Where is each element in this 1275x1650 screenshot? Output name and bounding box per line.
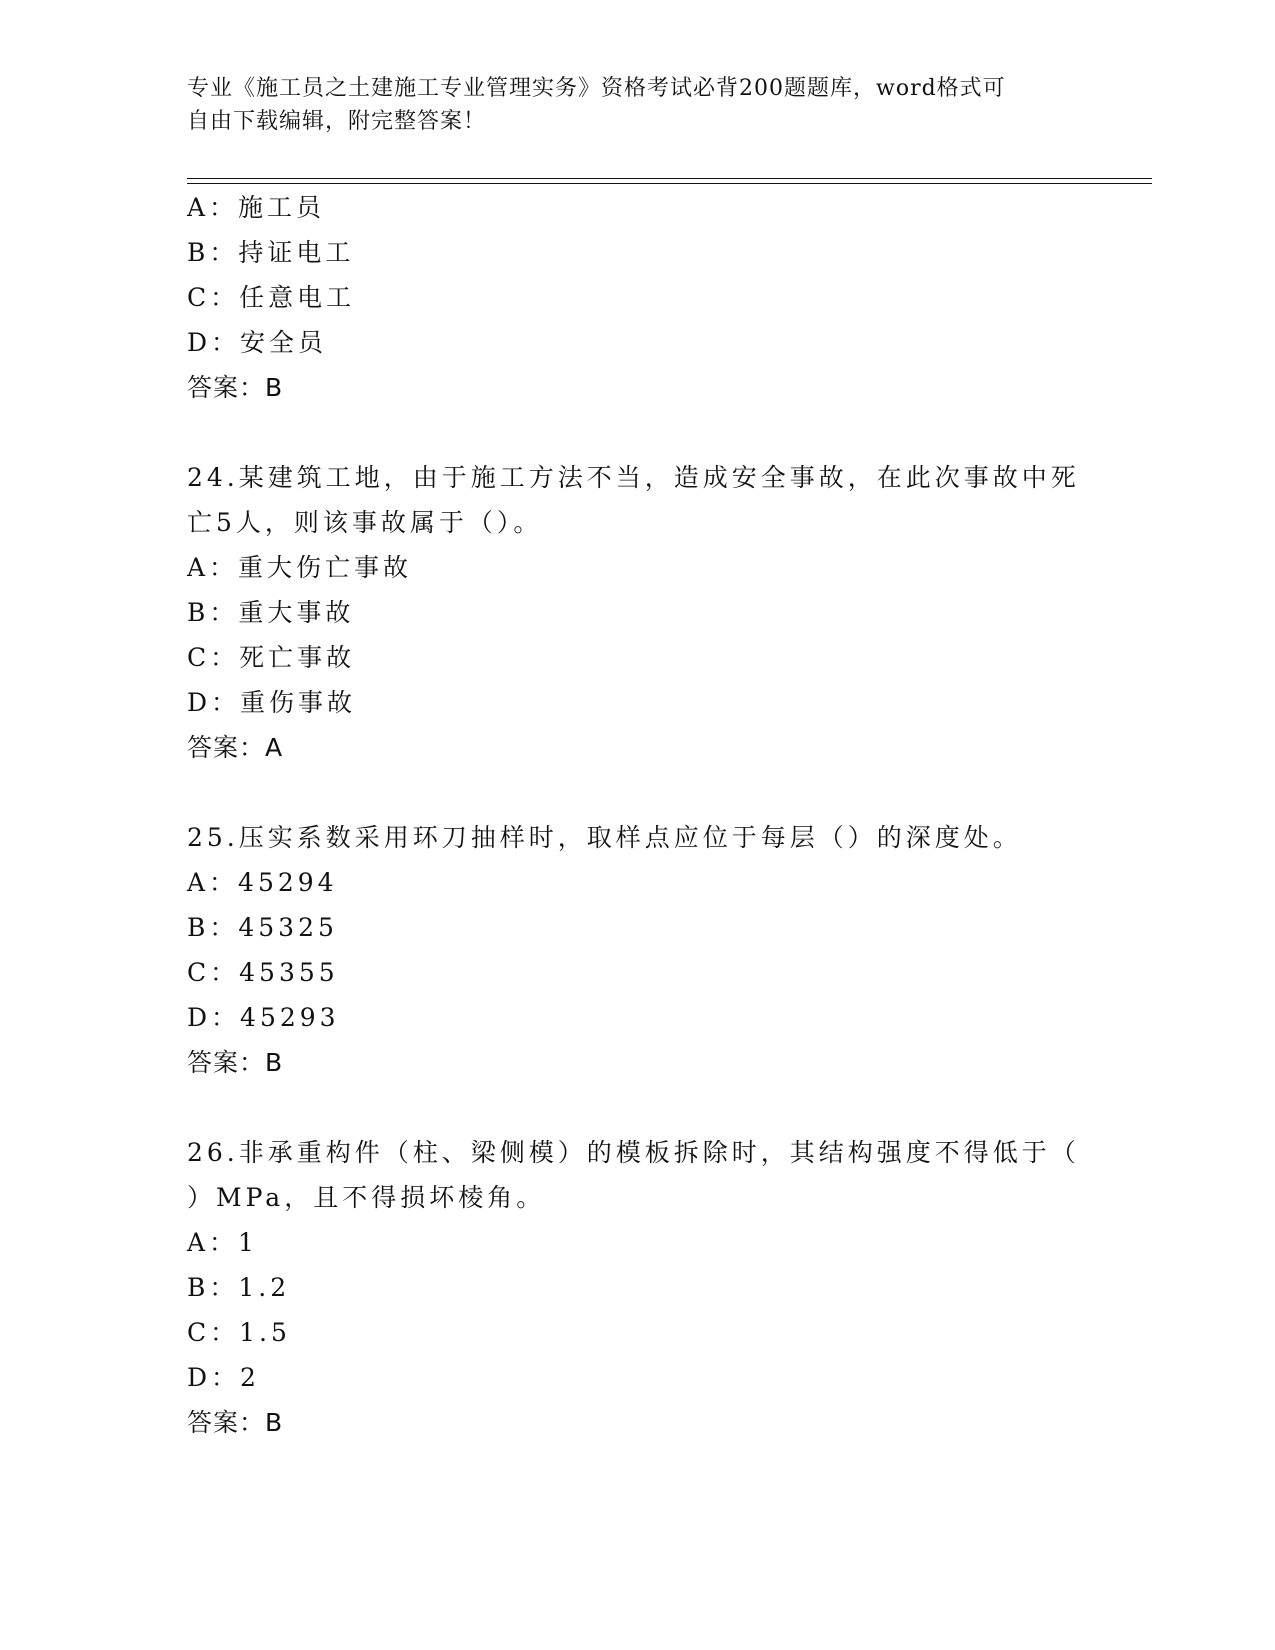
q24-stem-line-2: 亡5人，则该事故属于（）。: [187, 508, 543, 537]
q24-option-a: A：重大伤亡事故: [187, 553, 413, 582]
q24-stem-line-1: 24.某建筑工地，由于施工方法不当，造成安全事故，在此次事故中死: [187, 463, 1080, 492]
q23-answer: 答案：B: [187, 373, 284, 402]
q26-stem-line-1: 26.非承重构件（柱、梁侧模）的模板拆除时，其结构强度不得低于（: [187, 1138, 1080, 1167]
header-divider-top: [187, 178, 1152, 179]
q23-option-d: D：安全员: [187, 328, 328, 357]
q26-option-b: B：1.2: [187, 1273, 291, 1302]
q26-stem-line-2: ）MPa，且不得损坏棱角。: [187, 1183, 546, 1212]
q26-option-d: D：2: [187, 1363, 260, 1392]
q23-option-c: C：任意电工: [187, 283, 356, 312]
q25-option-d: D：45293: [187, 1003, 340, 1032]
q25-option-a: A：45294: [187, 868, 338, 897]
q24-option-d: D：重伤事故: [187, 688, 357, 717]
q26-answer: 答案：B: [187, 1408, 284, 1437]
q25-option-c: C：45355: [187, 958, 339, 987]
q24-option-b: B：重大事故: [187, 598, 355, 627]
q26-option-c: C：1.5: [187, 1318, 291, 1347]
q23-option-b: B：持证电工: [187, 238, 355, 267]
header-line-1: 专业《施工员之土建施工专业管理实务》资格考试必背200题题库，word格式可: [187, 76, 1006, 101]
q25-answer: 答案：B: [187, 1048, 284, 1077]
q25-stem-line-1: 25.压实系数采用环刀抽样时，取样点应位于每层（）的深度处。: [187, 823, 1022, 852]
document-header: [187, 72, 1067, 138]
q25-option-b: B：45325: [187, 913, 338, 942]
header-divider-bottom: [187, 183, 1152, 184]
q23-option-a: A：施工员: [187, 193, 326, 222]
header-line-2: 自由下载编辑，附完整答案！: [187, 109, 487, 134]
q26-option-a: A：1: [187, 1228, 258, 1257]
q24-answer: 答案：A: [187, 733, 284, 762]
q24-option-c: C：死亡事故: [187, 643, 356, 672]
